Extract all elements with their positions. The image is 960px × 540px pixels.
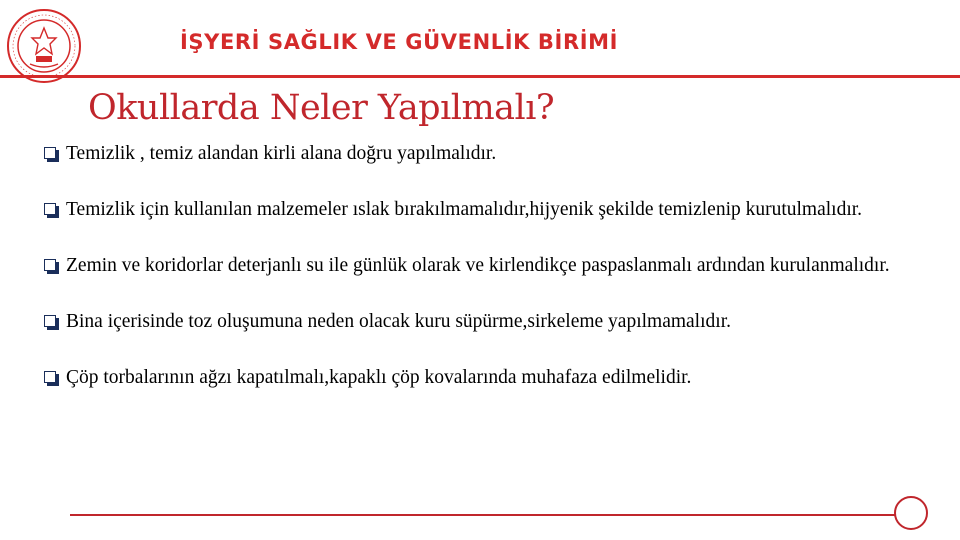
header-title: İŞYERİ SAĞLIK VE GÜVENLİK BİRİMİ xyxy=(180,30,619,54)
bullet-item xyxy=(44,311,944,333)
square-bullet-icon xyxy=(44,259,64,273)
circle-ornament-icon xyxy=(894,496,928,530)
bullet-item xyxy=(44,367,944,389)
bullet-text: Zemin ve koridorlar deterjanlı su ile günlük olarak ve kirlendikçe paspaslanmalı ardından kurulanmalıdır. xyxy=(66,255,890,276)
slide-title: Okullarda Neler Yapılmalı? xyxy=(88,88,555,128)
ministry-emblem-icon xyxy=(6,8,82,84)
bullet-list xyxy=(44,143,944,389)
bullet-text: Bina içerisinde toz oluşumuna neden olacak kuru süpürme,sirkeleme yapılmamalıdır. xyxy=(66,311,731,332)
header-divider xyxy=(0,75,960,78)
bullet-item xyxy=(44,199,944,221)
square-bullet-icon xyxy=(44,371,64,385)
square-bullet-icon xyxy=(44,147,64,161)
bullet-item xyxy=(44,143,944,165)
square-bullet-icon xyxy=(44,315,64,329)
bullet-item xyxy=(44,255,944,277)
bullet-text: Çöp torbalarının ağzı kapatılmalı,kapaklı çöp kovalarında muhafaza edilmelidir. xyxy=(66,367,692,388)
square-bullet-icon xyxy=(44,203,64,217)
footer-divider xyxy=(70,514,896,516)
bullet-text: Temizlik , temiz alandan kirli alana doğru yapılmalıdır. xyxy=(66,143,497,164)
bullet-text: Temizlik için kullanılan malzemeler ıslak bırakılmamalıdır,hijyenik şekilde temizlenip kurutulmalıdır. xyxy=(66,199,863,220)
